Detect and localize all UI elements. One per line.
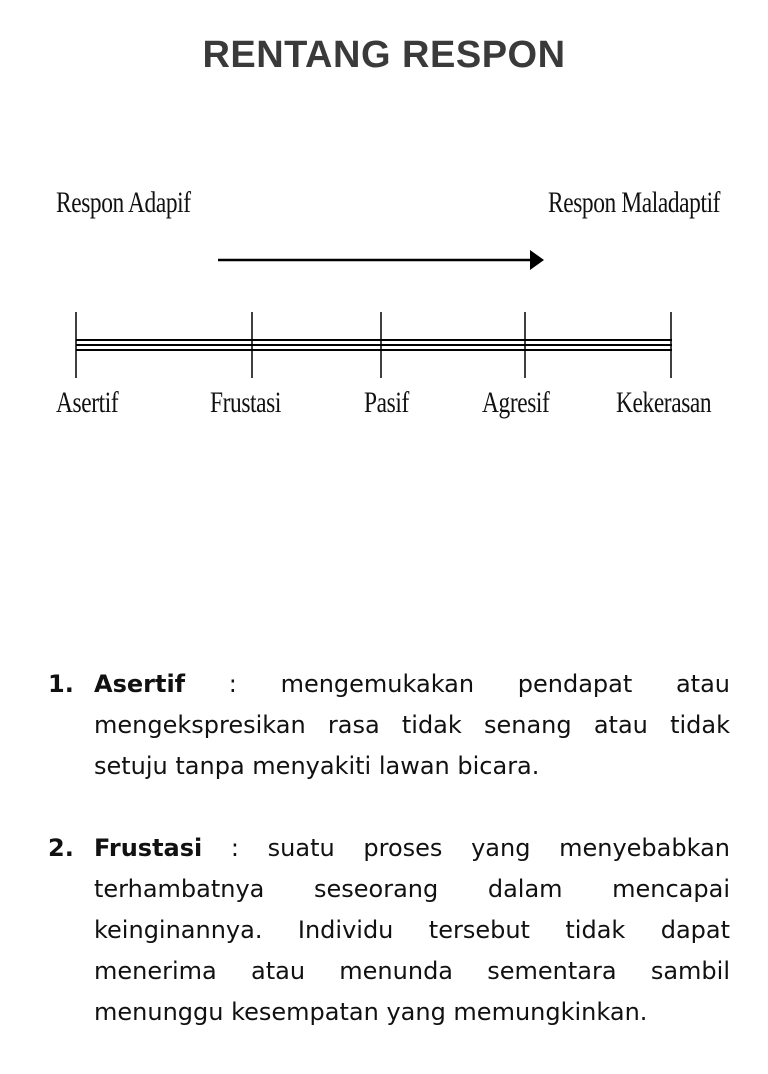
item-number: 2.: [48, 834, 74, 862]
direction-arrow-head: [530, 250, 544, 270]
scale-label-frustasi: Frustasi: [210, 386, 281, 419]
scale-label-asertif: Asertif: [56, 386, 119, 419]
item-body: [94, 664, 730, 787]
label-respon-adaptif: Respon Adapif: [56, 186, 191, 219]
item-number: 1.: [48, 670, 74, 698]
item-body: [94, 828, 730, 1033]
item-description: : suatu proses yang menyebabkan terhambatnya seseorang dalam mencapai keinginannya. Individu tersebut tidak dapat menerima atau menunda sementara sambil menunggu kesempatan yang memungkinkan.: [94, 834, 730, 1026]
item-term: Frustasi: [94, 834, 203, 862]
scale-label-agresif: Agresif: [482, 386, 550, 419]
page-title: RENTANG RESPON: [202, 34, 566, 76]
definition-list: [48, 664, 730, 1074]
label-respon-maladaptif: Respon Maladaptif: [548, 186, 721, 219]
item-description: : mengemukakan pendapat atau mengekspresikan rasa tidak senang atau tidak setuju tanpa menyakiti lawan bicara.: [94, 670, 730, 780]
list-item: [48, 664, 730, 787]
item-term: Asertif: [94, 670, 186, 698]
list-item: [48, 828, 730, 1033]
scale-label-pasif: Pasif: [364, 386, 409, 419]
response-range-diagram: [40, 140, 730, 440]
scale-label-kekerasan: Kekerasan: [616, 386, 712, 419]
